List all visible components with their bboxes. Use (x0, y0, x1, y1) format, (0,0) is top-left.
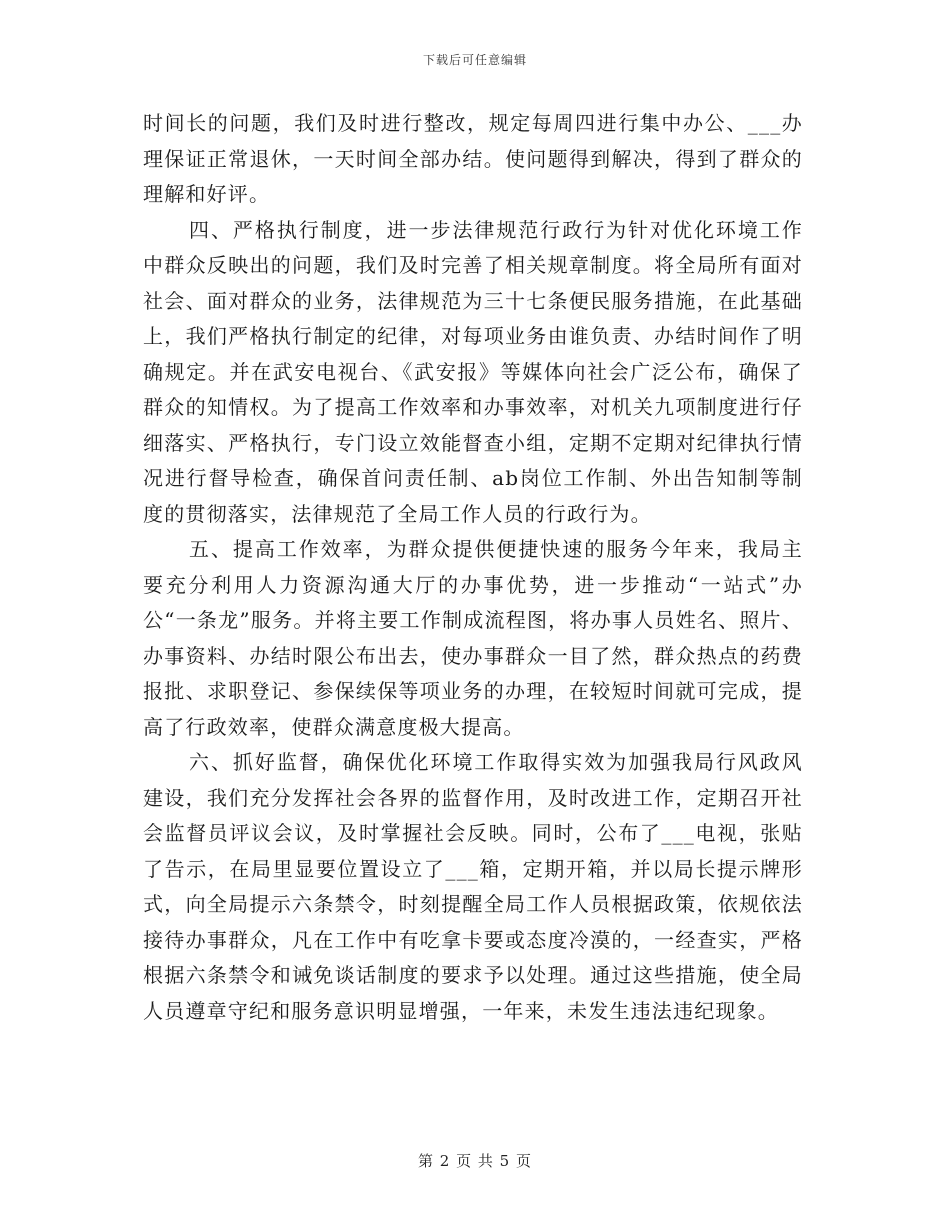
paragraph-section-4: 四、严格执行制度，进一步法律规范行政行为针对优化环境工作中群众反映出的问题，我们及时完善了相关规章制度。将全局所有面对社会、面对群众的业务，法律规范为三十七条便民服务措施，在此基础上，我们严格执行制定的纪律，对每项业务由谁负责、办结时间作了明确规定。并在武安电视台、《武安报》等媒体向社会广泛公布，确保了群众的知情权。为了提高工作效率和办事效率，对机关九项制度进行仔细落实、严格执行，专门设立效能督查小组，定期不定期对纪律执行情况进行督导检查，确保首问责任制、ab岗位工作制、外出告知制等制度的贯彻落实，法律规范了全局工作人员的行政行为。 (143, 217, 803, 526)
document-body (143, 106, 803, 1029)
paragraph-section-5: 五、提高工作效率，为群众提供便捷快速的服务今年来，我局主要充分利用人力资源沟通大厅的办事优势，进一步推动“一站式”办公“一条龙”服务。并将主要工作制成流程图，将办事人员姓名、照片、办事资料、办结时限公布出去，使办事群众一目了然，群众热点的药费报批、求职登记、参保续保等项业务的办理，在较短时间就可完成，提高了行政效率，使群众满意度极大提高。 (143, 537, 803, 739)
paragraph-continuation: 时间长的问题，我们及时进行整改，规定每周四进行集中办公、___办理保证正常退休，一天时间全部办结。使问题得到解决，得到了群众的理解和好评。 (143, 111, 803, 206)
paragraph-section-6: 六、抓好监督，确保优化环境工作取得实效为加强我局行风政风建设，我们充分发挥社会各界的监督作用，及时改进工作，定期召开社会监督员评议会议，及时掌握社会反映。同时，公布了___电视，张贴了告示，在局里显要位置设立了___箱，定期开箱，并以局长提示牌形式，向全局提示六条禁令，时刻提醒全局工作人员根据政策，依规依法接待办事群众，凡在工作中有吃拿卡要或态度冷漠的，一经查实，严格根据六条禁令和诫免谈话制度的要求予以处理。通过这些措施，使全局人员遵章守纪和服务意识明显增强，一年来，未发生违法违纪现象。 (143, 750, 803, 1023)
page-header: 下载后可任意编辑 (422, 53, 527, 67)
page-number: 第 2 页 共 5 页 (418, 1152, 532, 1170)
